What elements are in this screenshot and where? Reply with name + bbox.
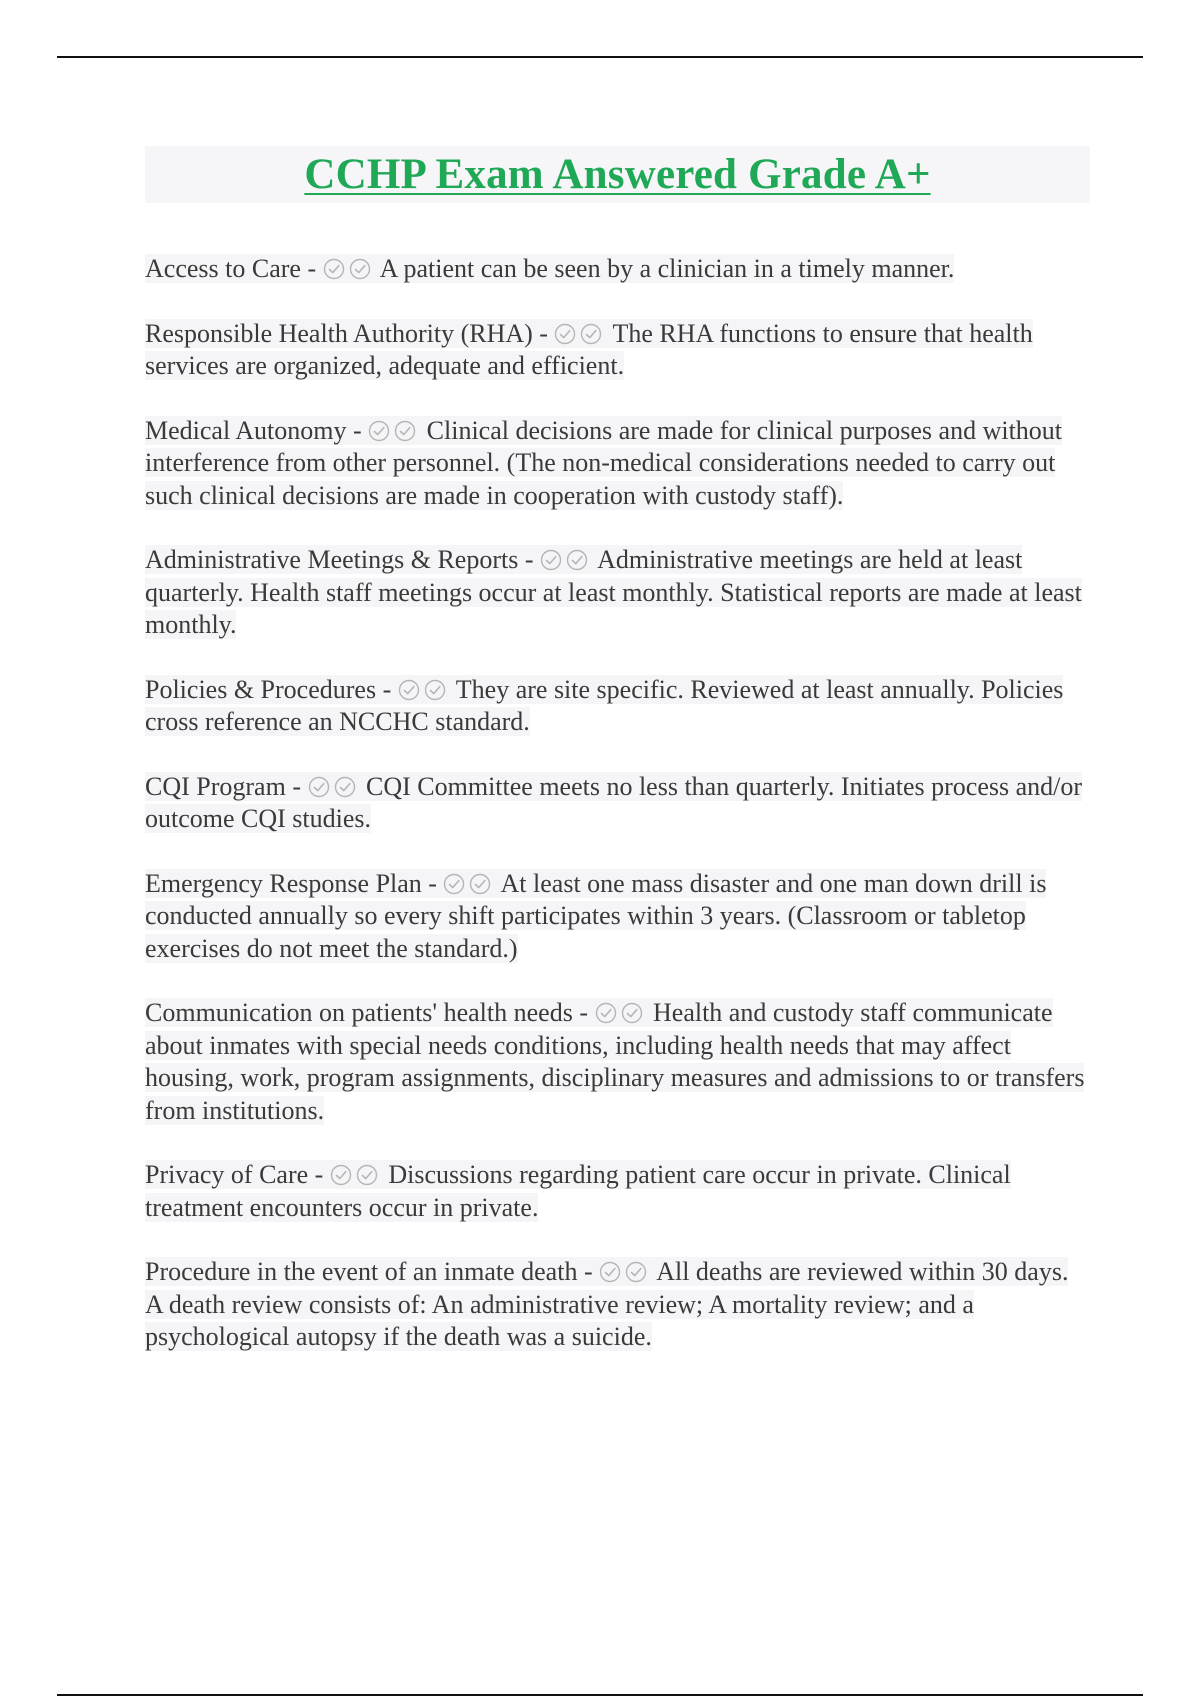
check-circle-icon (398, 679, 420, 701)
check-circle-icon (356, 1164, 378, 1186)
title-band (145, 146, 1090, 203)
qa-entry-text (145, 254, 954, 283)
qa-entry (145, 253, 1090, 286)
check-circle-icon (621, 1002, 643, 1024)
entry-separator: - (285, 771, 308, 801)
entry-definition: A patient can be seen by a clinician in a timely manner. (374, 254, 955, 283)
entry-separator: - (308, 1160, 330, 1189)
qa-entry-text (145, 675, 1063, 737)
check-circle-icon (625, 1261, 647, 1283)
check-circle-icon (540, 549, 562, 571)
answer-marker (368, 415, 420, 448)
entry-term: Communication on patients' health needs (145, 998, 573, 1027)
check-circle-icon (394, 420, 416, 442)
answer-marker (323, 253, 375, 286)
check-circle-icon (554, 323, 576, 345)
entry-term: Administrative Meetings & Reports (145, 545, 519, 574)
check-circle-icon (349, 258, 371, 280)
qa-entry-text (145, 1160, 1011, 1222)
qa-entry-text (145, 545, 1082, 639)
check-circle-icon (566, 549, 588, 571)
entry-term: Policies & Procedures (145, 674, 377, 704)
qa-entry (145, 868, 1090, 966)
entry-definition: Clinical decisions are made for clinical purposes and without interference from other personnel. (The non-medical considerations needed to carry out such clinical decisions are made in cooperation with custody staff). (145, 415, 1063, 510)
entry-definition: Administrative meetings are held at least quarterly. Health staff meetings occur at least monthly. Statistical reports are made at least monthly. (145, 545, 1082, 639)
entry-term: Access to Care (145, 254, 301, 283)
entry-separator: - (421, 868, 444, 898)
qa-entry (145, 997, 1090, 1127)
answer-marker (540, 544, 592, 577)
check-circle-icon (595, 1002, 617, 1024)
check-circle-icon (443, 873, 465, 895)
check-circle-icon (424, 679, 446, 701)
check-circle-icon (323, 258, 345, 280)
qa-entry-text (145, 998, 1084, 1125)
entry-separator: - (518, 545, 541, 574)
answer-marker (595, 997, 647, 1030)
entry-separator: - (572, 998, 595, 1027)
qa-entry (145, 318, 1090, 383)
bottom-rule (57, 1694, 1143, 1696)
entry-separator: - (300, 254, 323, 283)
answer-marker (398, 674, 450, 707)
entry-term: Medical Autonomy (145, 415, 347, 445)
qa-entry (145, 771, 1090, 836)
qa-entry-text (145, 869, 1046, 963)
qa-entry-text (145, 1257, 1068, 1351)
top-rule (57, 56, 1143, 58)
qa-entry (145, 415, 1090, 513)
entry-term: Responsible Health Authority (RHA) (145, 318, 533, 348)
check-circle-icon (368, 420, 390, 442)
check-circle-icon (469, 873, 491, 895)
answer-marker (554, 318, 606, 351)
check-circle-icon (308, 776, 330, 798)
qa-entry (145, 1159, 1090, 1224)
entry-definition: At least one mass disaster and one man down drill is conducted annually so every shift participates within 3 years. (Classroom or tabletop exercises do not meet the standard.) (145, 868, 1047, 963)
qa-entry (145, 1256, 1090, 1354)
entry-term: Procedure in the event of an inmate death (145, 1257, 578, 1286)
document-title: CCHP Exam Answered Grade A+ (304, 151, 931, 198)
entry-definition: Health and custody staff communicate about inmates with special needs conditions, including health needs that may affect housing, work, program assignments, disciplinary measures and admissions to or transfers from institutions. (145, 998, 1085, 1125)
entry-term: Privacy of Care (145, 1160, 309, 1189)
entry-definition: The RHA functions to ensure that health services are organized, adequate and efficient. (145, 318, 1033, 380)
entry-separator: - (376, 674, 398, 704)
qa-entry-text (145, 319, 1033, 381)
qa-entry (145, 544, 1090, 642)
answer-marker (599, 1256, 651, 1289)
entry-term: CQI Program (145, 771, 286, 801)
entry-definition: They are site specific. Reviewed at least annually. Policies cross reference an NCCHC standard. (145, 674, 1064, 736)
qa-entry (145, 674, 1090, 739)
answer-marker (443, 868, 495, 901)
qa-entry-text (145, 416, 1062, 510)
answer-marker (330, 1159, 382, 1192)
entry-term: Emergency Response Plan (145, 868, 422, 898)
entry-separator: - (346, 415, 369, 445)
check-circle-icon (580, 323, 602, 345)
entry-definition: Discussions regarding patient care occur in private. Clinical treatment encounters occur in private. (145, 1160, 1011, 1222)
entry-definition: All deaths are reviewed within 30 days. A death review consists of: An administrative review; A mortality review; and a psychological autopsy if the death was a suicide. (145, 1257, 1069, 1351)
entry-separator: - (577, 1257, 600, 1286)
check-circle-icon (599, 1261, 621, 1283)
document-body (145, 146, 1090, 1386)
entry-separator: - (532, 318, 555, 348)
qa-entry-text (145, 772, 1082, 834)
check-circle-icon (330, 1164, 352, 1186)
entry-list (145, 253, 1090, 1354)
check-circle-icon (334, 776, 356, 798)
answer-marker (308, 771, 360, 804)
entry-definition: CQI Committee meets no less than quarterly. Initiates process and/or outcome CQI studies. (145, 771, 1083, 833)
